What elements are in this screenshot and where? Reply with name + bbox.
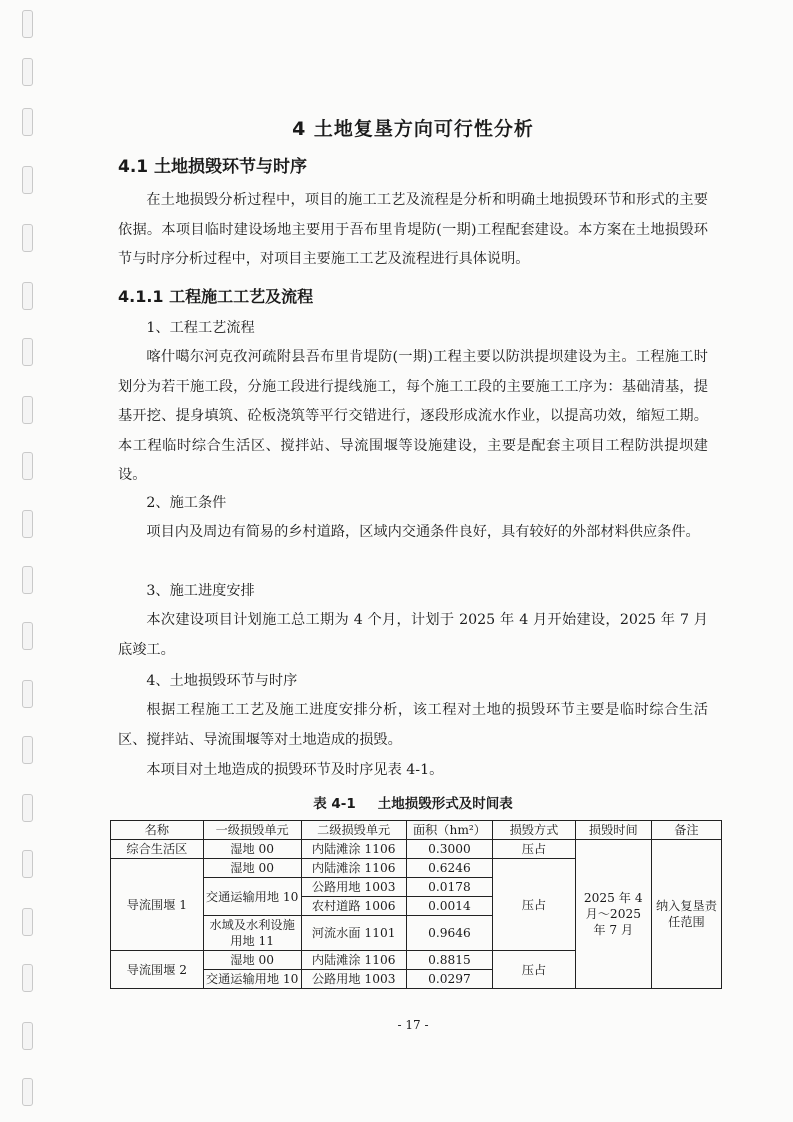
table-title: 土地损毁形式及时间表 bbox=[377, 796, 513, 812]
subsection-number: 4.1.1 bbox=[118, 287, 164, 306]
table-header: 一级损毁单元 bbox=[203, 821, 301, 840]
table-cell: 交通运输用地 10 bbox=[203, 878, 301, 916]
chapter-title: 4 土地复垦方向可行性分析 bbox=[292, 118, 534, 140]
table-cell: 压占 bbox=[493, 859, 575, 951]
item-text: 根据工程施工工艺及施工进度安排分析，该工程对土地的损毁环节主要是临时综合生活区、搅拌站、导流围堰等对土地造成的损毁。 bbox=[118, 702, 708, 748]
section-heading bbox=[118, 152, 307, 177]
table-number: 表 4-1 bbox=[313, 796, 356, 812]
table-cell: 0.6246 bbox=[406, 859, 493, 878]
table-cell: 压占 bbox=[493, 840, 575, 859]
table-cell: 湿地 00 bbox=[203, 840, 301, 859]
table-cell: 内陆滩涂 1106 bbox=[301, 859, 406, 878]
table-cell: 综合生活区 bbox=[111, 840, 204, 859]
table-header: 备注 bbox=[651, 821, 721, 840]
table-intro: 本项目对土地造成的损毁环节及时序见表 4-1。 bbox=[146, 762, 444, 778]
table-cell: 0.3000 bbox=[406, 840, 493, 859]
table-cell: 内陆滩涂 1106 bbox=[301, 951, 406, 970]
binding-holes bbox=[22, 0, 36, 1122]
land-damage-table bbox=[110, 820, 722, 989]
table-cell: 公路用地 1003 bbox=[301, 878, 406, 897]
table-cell-note: 纳入复垦责任范围 bbox=[651, 840, 721, 989]
table-header: 二级损毁单元 bbox=[301, 821, 406, 840]
item-text: 项目内及周边有简易的乡村道路，区域内交通条件良好，具有较好的外部材料供应条件。 bbox=[146, 524, 700, 540]
table-cell: 公路用地 1003 bbox=[301, 970, 406, 989]
table-cell: 0.0014 bbox=[406, 897, 493, 916]
table-header: 损毁方式 bbox=[493, 821, 575, 840]
table-cell-time: 2025 年 4 月～2025 年 7 月 bbox=[575, 840, 651, 989]
item-heading: 1、工程工艺流程 bbox=[146, 320, 255, 336]
intro-paragraph: 在土地损毁分析过程中，项目的施工工艺及流程是分析和明确土地损毁环节和形式的主要依据。本项目临时建设场地主要用于吾布里肯堤防(一期)工程配套建设。本方案在土地损毁环节与时序分析过程中，对项目主要施工工艺及流程进行具体说明。 bbox=[118, 192, 708, 267]
table-header-row bbox=[111, 821, 722, 840]
table-cell: 河流水面 1101 bbox=[301, 916, 406, 951]
table-cell: 湿地 00 bbox=[203, 859, 301, 878]
subsection-title: 工程施工工艺及流程 bbox=[169, 287, 314, 306]
table-header: 面积（hm²） bbox=[406, 821, 493, 840]
table-cell: 压占 bbox=[493, 951, 575, 989]
table-cell: 交通运输用地 10 bbox=[203, 970, 301, 989]
table-header: 名称 bbox=[111, 821, 204, 840]
section-title: 土地损毁环节与时序 bbox=[154, 157, 308, 177]
table-cell: 0.8815 bbox=[406, 951, 493, 970]
item-heading: 2、施工条件 bbox=[146, 495, 227, 511]
table-cell: 水域及水利设施用地 11 bbox=[203, 916, 301, 951]
item-text: 喀什噶尔河克孜河疏附县吾布里肯堤防(一期)工程主要以防洪提坝建设为主。工程施工时划分为若干施工段，分施工段进行提线施工，每个施工工段的主要施工工序为：基础清基，提基开挖、提身填筑、砼板浇筑等平行交错进行，逐段形成流水作业，以提高功效，缩短工期。本工程临时综合生活区、搅拌站、导流围堰等设施建设，主要是配套主项目工程防洪提坝建设。 bbox=[118, 349, 708, 483]
table-cell: 内陆滩涂 1106 bbox=[301, 840, 406, 859]
table-row bbox=[111, 840, 722, 859]
item-heading: 3、施工进度安排 bbox=[146, 583, 255, 599]
table-cell: 农村道路 1006 bbox=[301, 897, 406, 916]
table-header: 损毁时间 bbox=[575, 821, 651, 840]
section-number: 4.1 bbox=[118, 157, 149, 177]
table-cell: 0.0297 bbox=[406, 970, 493, 989]
table-caption bbox=[118, 792, 708, 812]
item-heading: 4、土地损毁环节与时序 bbox=[146, 673, 298, 689]
table-cell: 导流围堰 2 bbox=[111, 951, 204, 989]
table-cell: 湿地 00 bbox=[203, 951, 301, 970]
subsection-heading bbox=[118, 284, 313, 307]
table-cell: 0.0178 bbox=[406, 878, 493, 897]
table-cell: 0.9646 bbox=[406, 916, 493, 951]
table-cell: 导流围堰 1 bbox=[111, 859, 204, 951]
page-number: - 17 - bbox=[397, 1018, 429, 1032]
item-text: 本次建设项目计划施工总工期为 4 个月，计划于 2025 年 4 月开始建设，2025 年 7 月底竣工。 bbox=[118, 612, 708, 658]
